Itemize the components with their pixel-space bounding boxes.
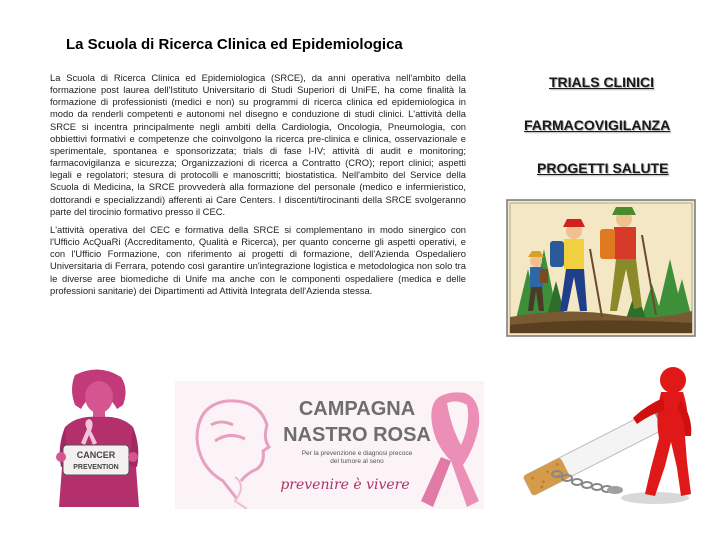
anti-smoking-image	[505, 358, 700, 510]
campaign-title-line-2: NASTRO ROSA	[283, 424, 431, 446]
description-text	[50, 72, 466, 303]
progetti-salute-link[interactable]: PROGETTI SALUTE	[537, 160, 669, 176]
campaign-subtitle-line-2: del tumore al seno	[330, 458, 384, 465]
farmacovigilanza-link[interactable]: FARMACOVIGILANZA	[524, 117, 671, 133]
cancer-badge-line-2: PREVENTION	[73, 464, 119, 471]
campaign-title-line-1: CAMPAGNA	[298, 398, 416, 420]
page-title: La Scuola di Ricerca Clinica ed Epidemiologica	[66, 36, 403, 53]
campaign-slogan: prevenire è vivere	[280, 477, 410, 493]
campaign-subtitle-line-1: Per la prevenzione e diagnosi precoce	[301, 450, 413, 457]
campagna-nastro-rosa-image	[175, 381, 484, 509]
cancer-prevention-image	[47, 367, 153, 510]
hikers-image	[506, 199, 696, 337]
cancer-badge-line-1: CANCER	[76, 450, 116, 460]
trials-clinici-link[interactable]: TRIALS CLINICI	[549, 74, 654, 90]
paragraph-2: L'attività operativa del CEC e formativa della SRCE si complementano in modo sinergico con l'Ufficio AcQuaRi (Accreditamento, Qualità e Ricerca), per quanto concerne gli aspetti operativi, e con l'Ufficio Formazione, con riferimento ai progetti di formazione, dell'Azienda Ospedaliero Universitaria di Ferrara, potendo così garantire un'integrazione logistica e metodologica non solo tra le diverse aree biomediche di Unife ma anche con le componenti ospedaliere (medica e delle professioni sanitarie) dei Dipartimenti ad Attività Integrata dell'Azienda stessa.	[50, 223, 466, 296]
paragraph-1: La Scuola di Ricerca Clinica ed Epidemiologica (SRCE), da anni operativa nell'ambito della formazione post laurea dell'Istituto Universitario di Studi Superiori di UniFE, ha come finalità la formazione di professionisti (medici e non) su programmi di ricerca clinica ed epidemiologica in modo da renderli competenti e autonomi nel disegno e conduzione di studi clinici. L'attività della SRCE si incentra principalmente negli ambiti della Cardiologia, Oncologia, Pneumologia, con obbiettivi formativi e competenze che coinvolgono la ricerca pre-clinica e clinica, osservazionale e sperimentale, spontanea e sponsorizzata; trials di fase I-IV; attività di audit e monitoring; farmacovigilanza e sicurezza; Organizzazioni di ricerca a Contratto (CRO); report clinici; aspetti legali e regolatori; stesura di protocolli e manoscritti; biostatistica. Nell'ambito del Service della Scuola di Medicina, la SRCE provvederà alla formazione del personale (medico e infermieristico, dottorandi e specializzandi) afferenti ai Care Centers. I discenti/tirocinanti della SRCE svolgeranno parte del tirocinio formativo presso il CEC.	[50, 72, 466, 217]
